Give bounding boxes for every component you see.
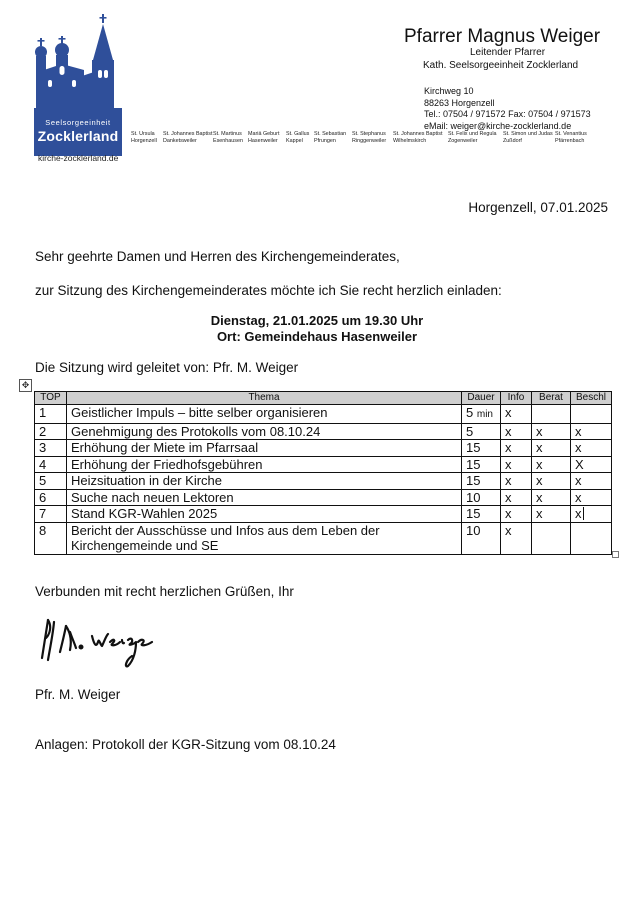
header-info: Info xyxy=(501,392,532,405)
cell-top[interactable]: 6 xyxy=(35,489,67,506)
address-city: 88263 Horgenzell xyxy=(424,97,495,108)
cell-thema[interactable]: Bericht der Ausschüsse und Infos aus dem Leben der Kirchengemeinde und SE xyxy=(67,522,462,554)
sender-address xyxy=(424,86,591,132)
cell-info[interactable]: x xyxy=(501,473,532,490)
parish-item: St. Venantius Pfärrenbach xyxy=(555,131,587,144)
cell-berat[interactable]: x xyxy=(532,506,571,523)
table-row xyxy=(35,423,612,440)
salutation: Sehr geehrte Damen und Herren des Kirchengemeinderates, xyxy=(35,249,400,264)
table-row xyxy=(35,456,612,473)
cell-top[interactable]: 2 xyxy=(35,423,67,440)
meeting-chair: Die Sitzung wird geleitet von: Pfr. M. Weiger xyxy=(35,360,299,375)
table-header-row xyxy=(35,392,612,405)
cell-info[interactable]: x xyxy=(501,522,532,554)
cell-top[interactable]: 3 xyxy=(35,440,67,457)
logo-line-2: Zocklerland xyxy=(37,128,119,144)
meeting-date: Dienstag, 21.01.2025 um 19.30 Uhr xyxy=(210,313,424,328)
duration-unit: min xyxy=(476,409,493,420)
cell-info[interactable]: x xyxy=(501,405,532,424)
table-row xyxy=(35,440,612,457)
table-row xyxy=(35,506,612,523)
parish-item: St. Stephanus Ringgenweiler xyxy=(352,131,387,144)
signer-name: Pfr. M. Weiger xyxy=(35,687,121,702)
cell-dauer[interactable]: 15 xyxy=(462,456,501,473)
cell-thema[interactable]: Stand KGR-Wahlen 2025 xyxy=(67,506,462,523)
sender-role: Leitender Pfarrer xyxy=(470,47,546,58)
cell-thema[interactable]: Geistlicher Impuls – bitte selber organisieren xyxy=(67,405,462,424)
address-email[interactable]: eMail: weiger@kirche-zocklerland.de xyxy=(424,120,572,131)
cell-berat[interactable]: x xyxy=(532,456,571,473)
table-row xyxy=(35,522,612,554)
cell-berat[interactable]: x xyxy=(532,440,571,457)
cell-thema[interactable]: Erhöhung der Friedhofsgebühren xyxy=(67,456,462,473)
cell-info[interactable]: x xyxy=(501,506,532,523)
cell-berat[interactable] xyxy=(532,405,571,424)
website-url[interactable]: kirche-zocklerland.de xyxy=(38,153,119,163)
cell-beschl[interactable] xyxy=(571,522,612,554)
table-row xyxy=(35,489,612,506)
header-berat: Berat xyxy=(532,392,571,405)
cell-info[interactable]: x xyxy=(501,456,532,473)
parish-item: St. Ursula Horgenzell xyxy=(131,131,157,144)
cell-berat[interactable]: x xyxy=(532,473,571,490)
parish-logo xyxy=(34,14,124,144)
cell-beschl[interactable] xyxy=(571,405,612,424)
header-beschl: Beschl xyxy=(571,392,612,405)
cell-beschl[interactable]: X xyxy=(571,456,612,473)
cell-berat[interactable] xyxy=(532,522,571,554)
parish-item: St. Gallus Kappel xyxy=(286,131,310,144)
parish-item: St. Johannes Baptist Danketsweiler xyxy=(163,131,213,144)
cell-top[interactable]: 8 xyxy=(35,522,67,554)
cell-beschl[interactable]: x xyxy=(571,489,612,506)
meeting-place: Ort: Gemeindehaus Hasenweiler xyxy=(216,329,418,344)
cell-info[interactable]: x xyxy=(501,440,532,457)
parish-item: St. Simon und Judas Zußdorf xyxy=(503,131,553,144)
cell-beschl[interactable]: x xyxy=(571,506,612,523)
logo-banner xyxy=(34,108,122,156)
cell-dauer[interactable]: 15 xyxy=(462,440,501,457)
cell-dauer[interactable]: 15 xyxy=(462,473,501,490)
logo-line-1: Seelsorgeeinheit xyxy=(45,118,111,127)
cell-thema[interactable]: Genehmigung des Protokolls vom 08.10.24 xyxy=(67,423,462,440)
cell-dauer[interactable]: 10 xyxy=(462,489,501,506)
closing-text: Verbunden mit recht herzlichen Grüßen, Ihr xyxy=(35,584,294,599)
sender-unit: Kath. Seelsorgeeinheit Zocklerland xyxy=(423,60,579,71)
cell-beschl[interactable]: x xyxy=(571,423,612,440)
parish-item: Mariä Geburt Hasenweiler xyxy=(248,131,280,144)
attachments: Anlagen: Protokoll der KGR-Sitzung vom 08.10.24 xyxy=(35,737,336,752)
church-silhouette-icon xyxy=(34,14,124,110)
cell-top[interactable]: 4 xyxy=(35,456,67,473)
header-thema: Thema xyxy=(67,392,462,405)
sender-name: Pfarrer Magnus Weiger xyxy=(404,26,601,47)
parish-item: St. Martinus Esenhausen xyxy=(213,131,243,144)
cell-info[interactable]: x xyxy=(501,423,532,440)
cell-dauer[interactable]: 5 min xyxy=(462,405,501,424)
cell-dauer[interactable]: 10 xyxy=(462,522,501,554)
invitation-text: zur Sitzung des Kirchengemeinderates möchte ich Sie recht herzlich einladen: xyxy=(35,283,502,298)
handwritten-signature xyxy=(36,612,166,670)
cell-dauer[interactable]: 15 xyxy=(462,506,501,523)
table-move-handle-icon[interactable]: ✥ xyxy=(19,379,32,392)
parish-item: St. Sebastian Pfrungen xyxy=(314,131,347,144)
header-dauer: Dauer xyxy=(462,392,501,405)
cell-dauer[interactable]: 5 xyxy=(462,423,501,440)
cell-top[interactable]: 5 xyxy=(35,473,67,490)
cell-thema[interactable]: Heizsituation in der Kirche xyxy=(67,473,462,490)
parish-item: St. Felix und Regula Zogenweiler xyxy=(448,131,497,144)
parish-item: St. Johannes Baptist Wilhelmskirch xyxy=(393,131,443,144)
table-row xyxy=(35,405,612,424)
cell-berat[interactable]: x xyxy=(532,489,571,506)
cell-beschl[interactable]: x xyxy=(571,473,612,490)
address-street: Kirchweg 10 xyxy=(424,86,474,96)
address-phone: Tel.: 07504 / 971572 Fax: 07504 / 971573 xyxy=(424,109,591,119)
cell-top[interactable]: 7 xyxy=(35,506,67,523)
cell-berat[interactable]: x xyxy=(532,423,571,440)
cell-thema[interactable]: Suche nach neuen Lektoren xyxy=(67,489,462,506)
parish-list xyxy=(131,131,593,145)
table-resize-handle[interactable] xyxy=(612,551,619,558)
header-top: TOP xyxy=(35,392,67,405)
cell-beschl[interactable]: x xyxy=(571,440,612,457)
table-row xyxy=(35,473,612,490)
cell-top[interactable]: 1 xyxy=(35,405,67,424)
text-cursor xyxy=(583,507,584,520)
agenda-table xyxy=(34,391,612,555)
letter-date: Horgenzell, 07.01.2025 xyxy=(468,200,608,215)
cell-info[interactable]: x xyxy=(501,489,532,506)
cell-thema[interactable]: Erhöhung der Miete im Pfarrsaal xyxy=(67,440,462,457)
